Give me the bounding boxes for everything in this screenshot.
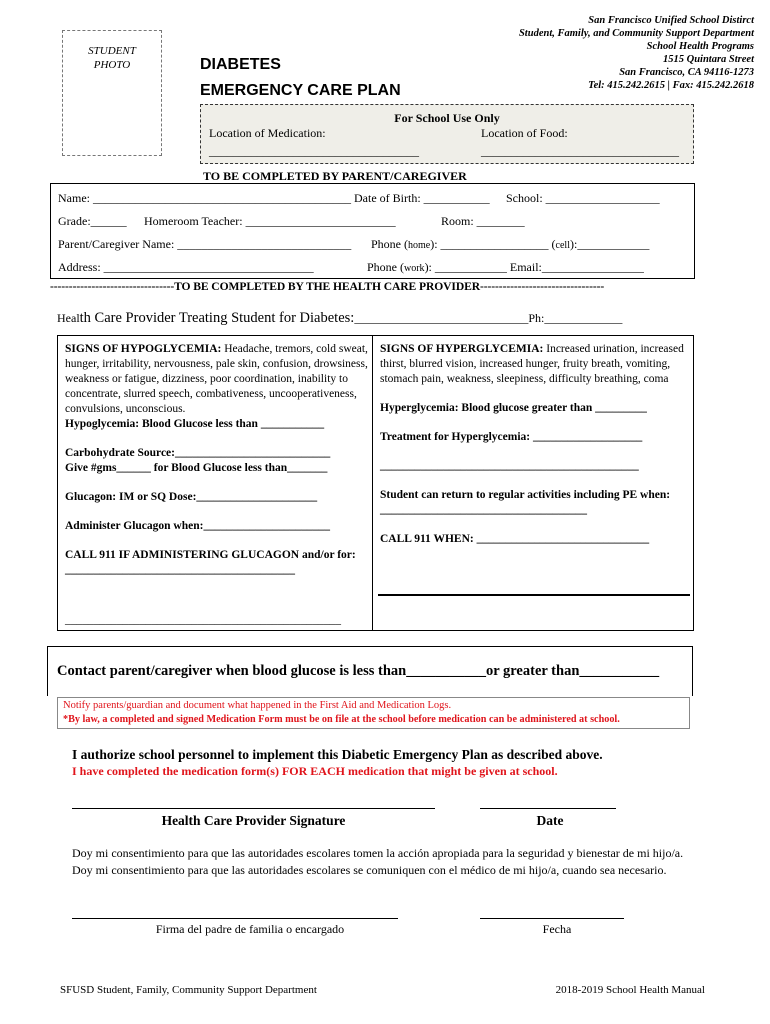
parent-date-label: Fecha [542, 922, 572, 936]
hyperglycemia-threshold-field[interactable]: Hyperglycemia: Blood glucose greater than _________ [380, 402, 647, 414]
parent-name-field[interactable]: Parent/Caregiver Name: _____________________________ [58, 237, 352, 251]
provider-signature-label: Health Care Provider Signature [161, 813, 346, 828]
food-location-label: Location of Food: [481, 126, 568, 140]
notify-box [57, 697, 690, 729]
provider-date-line[interactable] [480, 808, 616, 809]
contact-threshold-box [47, 646, 693, 696]
address-field[interactable]: Address: ___________________________________ [58, 260, 314, 274]
medication-form-statement: I have completed the medication form(s) FOR EACH medication that might be given at school. [72, 764, 558, 778]
provider-name-row[interactable]: Health Care Provider Treating Student for Diabetes:_____________________________Ph:_____________ [57, 310, 623, 326]
student-photo-label: STUDENT PHOTO [88, 45, 136, 71]
date-of-birth-field[interactable]: Date of Birth: ___________ [354, 191, 490, 205]
phone-home-cell-field[interactable]: Phone (home): __________________ (cell):____________ [371, 237, 650, 251]
contact-threshold-field[interactable]: Contact parent/caregiver when blood glucose is less than___________or greater than___________ [57, 663, 660, 679]
medication-location-label: Location of Medication: [209, 126, 326, 140]
food-location-field[interactable]: _________________________________ [481, 144, 679, 158]
student-photo-box [62, 30, 162, 156]
signs-column-divider [372, 336, 373, 630]
footer-department: SFUSD Student, Family, Community Support Department [60, 984, 317, 996]
administer-glucagon-field[interactable]: Administer Glucagon when:______________________ [65, 520, 330, 532]
hyperglycemia-signs: SIGNS OF HYPERGLYCEMIA: Increased urination, increased thirst, blurred vision, increased hunger, fruity breath, vomiting, stomach pain, weakness, sleepiness, difficulty breathing, coma [380, 343, 684, 385]
hypoglycemia-extra-line[interactable]: ________________________________________________ [65, 614, 341, 626]
form-title-line2: EMERGENCY CARE PLAN [200, 82, 401, 99]
parent-signature-label: Firma del padre de familia o encargado [155, 922, 345, 936]
hypoglycemia-threshold-field[interactable]: Hypoglycemia: Blood Glucose less than ___________ [65, 418, 325, 430]
carbohydrate-source-field[interactable]: Carbohydrate Source:___________________________ [65, 447, 331, 459]
hyperglycemia-treatment-line[interactable]: _____________________________________________ [380, 460, 639, 472]
hyperglycemia-bottom-rule [378, 594, 690, 596]
form-title-line1: DIABETES [200, 56, 281, 73]
hyperglycemia-column [380, 342, 688, 547]
law-notice: *By law, a completed and signed Medication Form must be on file at the school before medication can be administered at school. [63, 714, 620, 725]
give-grams-field[interactable]: Give #gms______ for Blood Glucose less than_______ [65, 462, 328, 474]
parent-info-box [50, 183, 695, 279]
medication-location-field[interactable]: ___________________________________ [209, 144, 419, 158]
phone-work-email-field[interactable]: Phone (work): ____________ Email:_________________ [367, 260, 644, 274]
parent-signature-line[interactable] [72, 918, 398, 919]
school-use-box [200, 104, 694, 164]
footer-manual: 2018-2019 School Health Manual [555, 984, 705, 996]
grade-field[interactable]: Grade:______ [58, 214, 127, 228]
provider-signature-line[interactable] [72, 808, 435, 809]
provider-date-label: Date [536, 813, 564, 828]
school-field[interactable]: School: ___________________ [506, 191, 660, 205]
provider-section-heading: ---------------------------------TO BE COMPLETED BY THE HEALTH CARE PROVIDER--------------------------------- [50, 280, 605, 293]
hypoglycemia-signs: SIGNS OF HYPOGLYCEMIA: Headache, tremors, cold sweat, hunger, irritability, nervousness, pale skin, confusion, drowsiness, weakness or fatigue, dizziness, poor coordination, inability to concentrate, slurred speech, combativeness, uncooperativeness, convulsions, unconscious. [65, 343, 368, 415]
call-911-when-field[interactable]: CALL 911 WHEN: ______________________________ [380, 533, 650, 545]
hypoglycemia-column [65, 342, 368, 578]
notify-text: Notify parents/guardian and document what happened in the First Aid and Medication Logs. [63, 700, 452, 711]
school-use-heading: For School Use Only [394, 111, 500, 125]
district-header: San Francisco Unified School Distirct Student, Family, and Community Support Department School Health Programs 1515 Quintara Street San Francisco, CA 94116-1273 Tel: 415.242.2615 | Fax: 415.242.2618 [518, 15, 754, 91]
parent-date-line[interactable] [480, 918, 624, 919]
glucagon-dose-field[interactable]: Glucagon: IM or SQ Dose:_____________________ [65, 491, 318, 503]
parent-section-heading: TO BE COMPLETED BY PARENT/CAREGIVER [203, 169, 467, 183]
call-911-glucagon-field[interactable]: CALL 911 IF ADMINISTERING GLUCAGON and/or for: ________________________________________ [65, 549, 356, 576]
signs-symptoms-box [57, 335, 694, 631]
authorization-statement: I authorize school personnel to implement this Diabetic Emergency Plan as described above. [72, 747, 603, 762]
homeroom-teacher-field[interactable]: Homeroom Teacher: _________________________ [144, 214, 396, 228]
room-field[interactable]: Room: ________ [441, 214, 525, 228]
student-name-field[interactable]: Name: ___________________________________________ [58, 191, 351, 205]
hyperglycemia-treatment-field[interactable]: Treatment for Hyperglycemia: ___________________ [380, 431, 643, 443]
spanish-consent-text: Doy mi consentimiento para que las autoridades escolares tomen la acción apropiada para la seguridad y bienestar de mi hijo/a. Doy mi consentimiento para que las autoridades escolares se comuniquen con el médico de mi hijo/a, cuando sea necesario. [72, 846, 684, 877]
return-to-activities-field[interactable]: Student can return to regular activities including PE when: ____________________________________ [380, 489, 671, 516]
